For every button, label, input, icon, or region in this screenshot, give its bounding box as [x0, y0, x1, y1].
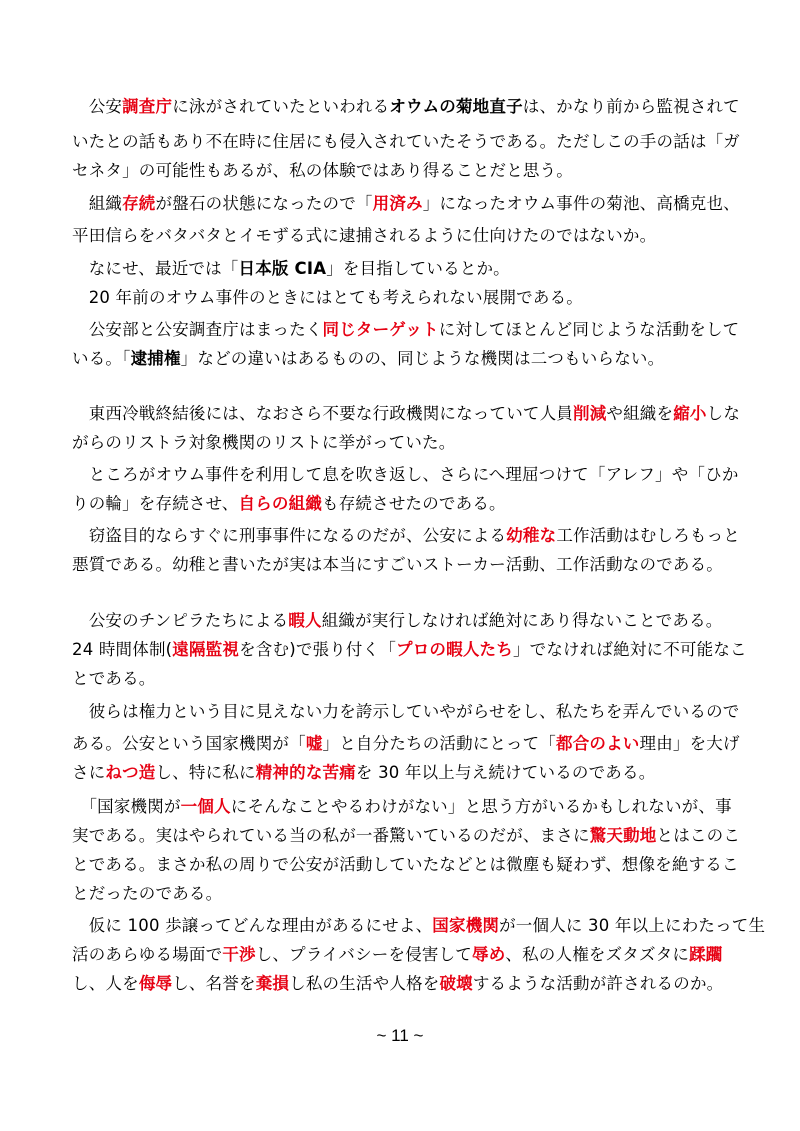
highlighted-phrase: ねつ造 — [105, 763, 156, 782]
highlighted-phrase: 精神的な苦痛 — [255, 763, 356, 782]
text-segment: 理由」を大げ — [639, 734, 740, 753]
highlighted-phrase: 辱め — [472, 945, 506, 964]
text-segment: いたとの話もあり不在時に住居にも侵入されていたそうである。ただしこの手の話は「ガ — [72, 132, 740, 151]
text-line — [72, 95, 740, 119]
text-segment: に対してほとんど同じような活動をして — [438, 320, 740, 339]
text-segment: し、特に私に — [155, 763, 256, 782]
text-segment: 平田信らをバタバタとイモずる式に逮捕されるように仕向けたのではないか。 — [72, 226, 657, 245]
highlighted-phrase: 自らの組織 — [238, 494, 323, 513]
text-line — [72, 492, 732, 516]
text-segment: 組織 — [72, 194, 123, 213]
text-segment: なにせ、最近では「 — [72, 259, 239, 278]
text-line — [72, 463, 739, 487]
highlighted-phrase: 調査庁 — [122, 97, 173, 116]
highlighted-phrase: 驚天動地 — [589, 826, 657, 845]
text-segment: 」と自分たちの活動にとって「 — [322, 734, 556, 753]
highlighted-phrase: 用済み — [372, 194, 423, 213]
text-segment: ある。公安という国家機関が「 — [72, 734, 306, 753]
text-segment: し私の生活や人格を — [289, 974, 440, 993]
text-line — [72, 553, 732, 577]
highlighted-phrase: 幼稚な — [506, 526, 557, 545]
highlighted-phrase: 干渉 — [222, 945, 256, 964]
text-segment: が盤石の状態になったので「 — [155, 194, 373, 213]
text-segment: 」を目指しているとか。 — [326, 259, 510, 278]
text-line — [72, 318, 740, 342]
text-line — [72, 972, 732, 996]
highlighted-phrase: 削減 — [573, 404, 607, 423]
highlighted-phrase: 同じターゲット — [322, 320, 439, 339]
text-segment: を 30 年以上与え続けているのである。 — [355, 763, 656, 782]
highlighted-phrase: 破壊 — [439, 974, 473, 993]
text-line — [72, 257, 732, 281]
highlighted-phrase: 嘘 — [305, 734, 323, 753]
text-segment: さに — [72, 763, 106, 782]
text-line — [72, 667, 732, 691]
highlighted-phrase: 一個人 — [180, 797, 231, 816]
text-line — [72, 943, 732, 967]
highlighted-phrase: 国家機関 — [432, 916, 500, 935]
text-line — [72, 524, 741, 548]
text-segment: は、かなり前から監視されて — [522, 97, 740, 116]
text-line — [72, 286, 732, 310]
text-segment: しな — [706, 404, 741, 423]
text-line — [72, 130, 740, 154]
text-segment: 彼らは権力という目に見えない力を誇示していやがらせをし、私たちを弄んでいるので — [72, 702, 740, 721]
text-segment: 実である。実はやられている当の私が一番驚いているのだが、まさに — [72, 826, 590, 845]
text-segment: し、プライバシーを侵害して — [255, 945, 472, 964]
text-segment: 」になったオウム事件の菊池、高橋克也、 — [422, 194, 740, 213]
text-segment: し、名誉を — [172, 974, 256, 993]
text-segment: にそんなことやるわけがない」と思う方がいるかもしれないが、事 — [230, 797, 732, 816]
text-segment: 「国家機関が — [72, 797, 181, 816]
text-segment: 工作活動はむしろもっと — [556, 526, 741, 545]
text-line — [72, 609, 732, 633]
text-line — [72, 224, 732, 248]
text-line — [72, 402, 741, 426]
text-segment: 活のあらゆる場面で — [72, 945, 223, 964]
text-line — [72, 638, 747, 662]
text-segment: に泳がされていたといわれる — [172, 97, 390, 116]
bold-phrase: 日本版 CIA — [238, 259, 327, 278]
text-segment: りの輪」を存続させ、 — [72, 494, 239, 513]
text-segment: セネタ」の可能性もあるが、私の体験ではあり得ることだと思う。 — [72, 161, 573, 180]
text-line — [72, 824, 741, 848]
text-segment: がらのリストラ対象機関のリストに挙がっていた。 — [72, 433, 456, 452]
text-segment: 公安のチンピラたちによる — [72, 611, 289, 630]
text-segment: や組織を — [606, 404, 674, 423]
text-segment: 公安部と公安調査庁はまったく — [72, 320, 323, 339]
text-segment: 、私の人権をズタズタに — [505, 945, 690, 964]
highlighted-phrase: 棄損 — [255, 974, 290, 993]
text-segment: とはこのこ — [656, 826, 741, 845]
text-segment: ところがオウム事件を利用して息を吹き返し、さらにへ理屈つけて「アレフ」や「ひか — [72, 465, 739, 484]
text-segment: とだったのである。 — [72, 884, 223, 903]
text-line — [72, 159, 732, 183]
bold-phrase: オウムの菊地直子 — [389, 97, 523, 116]
text-segment: とである。 — [72, 669, 156, 688]
text-segment: も存続させたのである。 — [322, 494, 506, 513]
text-segment: を含む)で張り付く「 — [239, 640, 397, 659]
highlighted-phrase: プロの暇人たち — [396, 640, 513, 659]
text-segment: とである。まさか私の周りで公安が活動していたなどとは微塵も疑わず、想像を絶するこ — [72, 855, 739, 874]
highlighted-phrase: 遠隔監視 — [172, 640, 240, 659]
text-segment: 公安 — [72, 97, 123, 116]
highlighted-phrase: 蹂躙 — [689, 945, 723, 964]
text-segment: 」などの違いはあるものの、同じような機関は二つもいらない。 — [180, 349, 665, 368]
text-line — [72, 882, 732, 906]
text-line — [72, 700, 740, 724]
text-line — [72, 192, 740, 216]
text-segment: 20 年前のオウム事件のときにはとても考えられない展開である。 — [72, 288, 583, 307]
highlighted-phrase: 侮辱 — [138, 974, 173, 993]
text-segment: し、人を — [72, 974, 139, 993]
text-line — [72, 732, 740, 756]
text-segment: 組織が実行しなければ絶対にあり得ないことである。 — [321, 611, 723, 630]
highlighted-phrase: 存続 — [122, 194, 156, 213]
bold-phrase: 逮捕権 — [130, 349, 181, 368]
text-segment: 仮に 100 歩譲ってどんな理由があるにせよ、 — [72, 916, 433, 935]
text-segment: いる。「 — [72, 349, 131, 368]
text-segment: 東西冷戦終結後には、なおさら不要な行政機関になっていて人員 — [72, 404, 573, 423]
highlighted-phrase: 暇人 — [288, 611, 322, 630]
text-line — [72, 795, 732, 819]
highlighted-phrase: 縮小 — [673, 404, 707, 423]
text-line — [72, 761, 732, 785]
text-segment: 窃盗目的ならすぐに刑事事件になるのだが、公安による — [72, 526, 507, 545]
text-segment: するような活動が許されるのか。 — [472, 974, 724, 993]
text-line — [72, 347, 732, 371]
text-segment: 悪質である。幼稚と書いたが実は本当にすごいストーカー活動、工作活動なのである。 — [72, 555, 723, 574]
highlighted-phrase: 都合のよい — [556, 734, 640, 753]
page-number: ~ 11 ~ — [376, 1026, 424, 1045]
text-line — [72, 853, 739, 877]
text-segment: 24 時間体制( — [72, 640, 173, 659]
text-line — [72, 914, 766, 938]
text-segment: 」でなければ絶対に不可能なこ — [512, 640, 747, 659]
text-segment: が一個人に 30 年以上にわたって生 — [499, 916, 766, 935]
text-line — [72, 431, 732, 455]
